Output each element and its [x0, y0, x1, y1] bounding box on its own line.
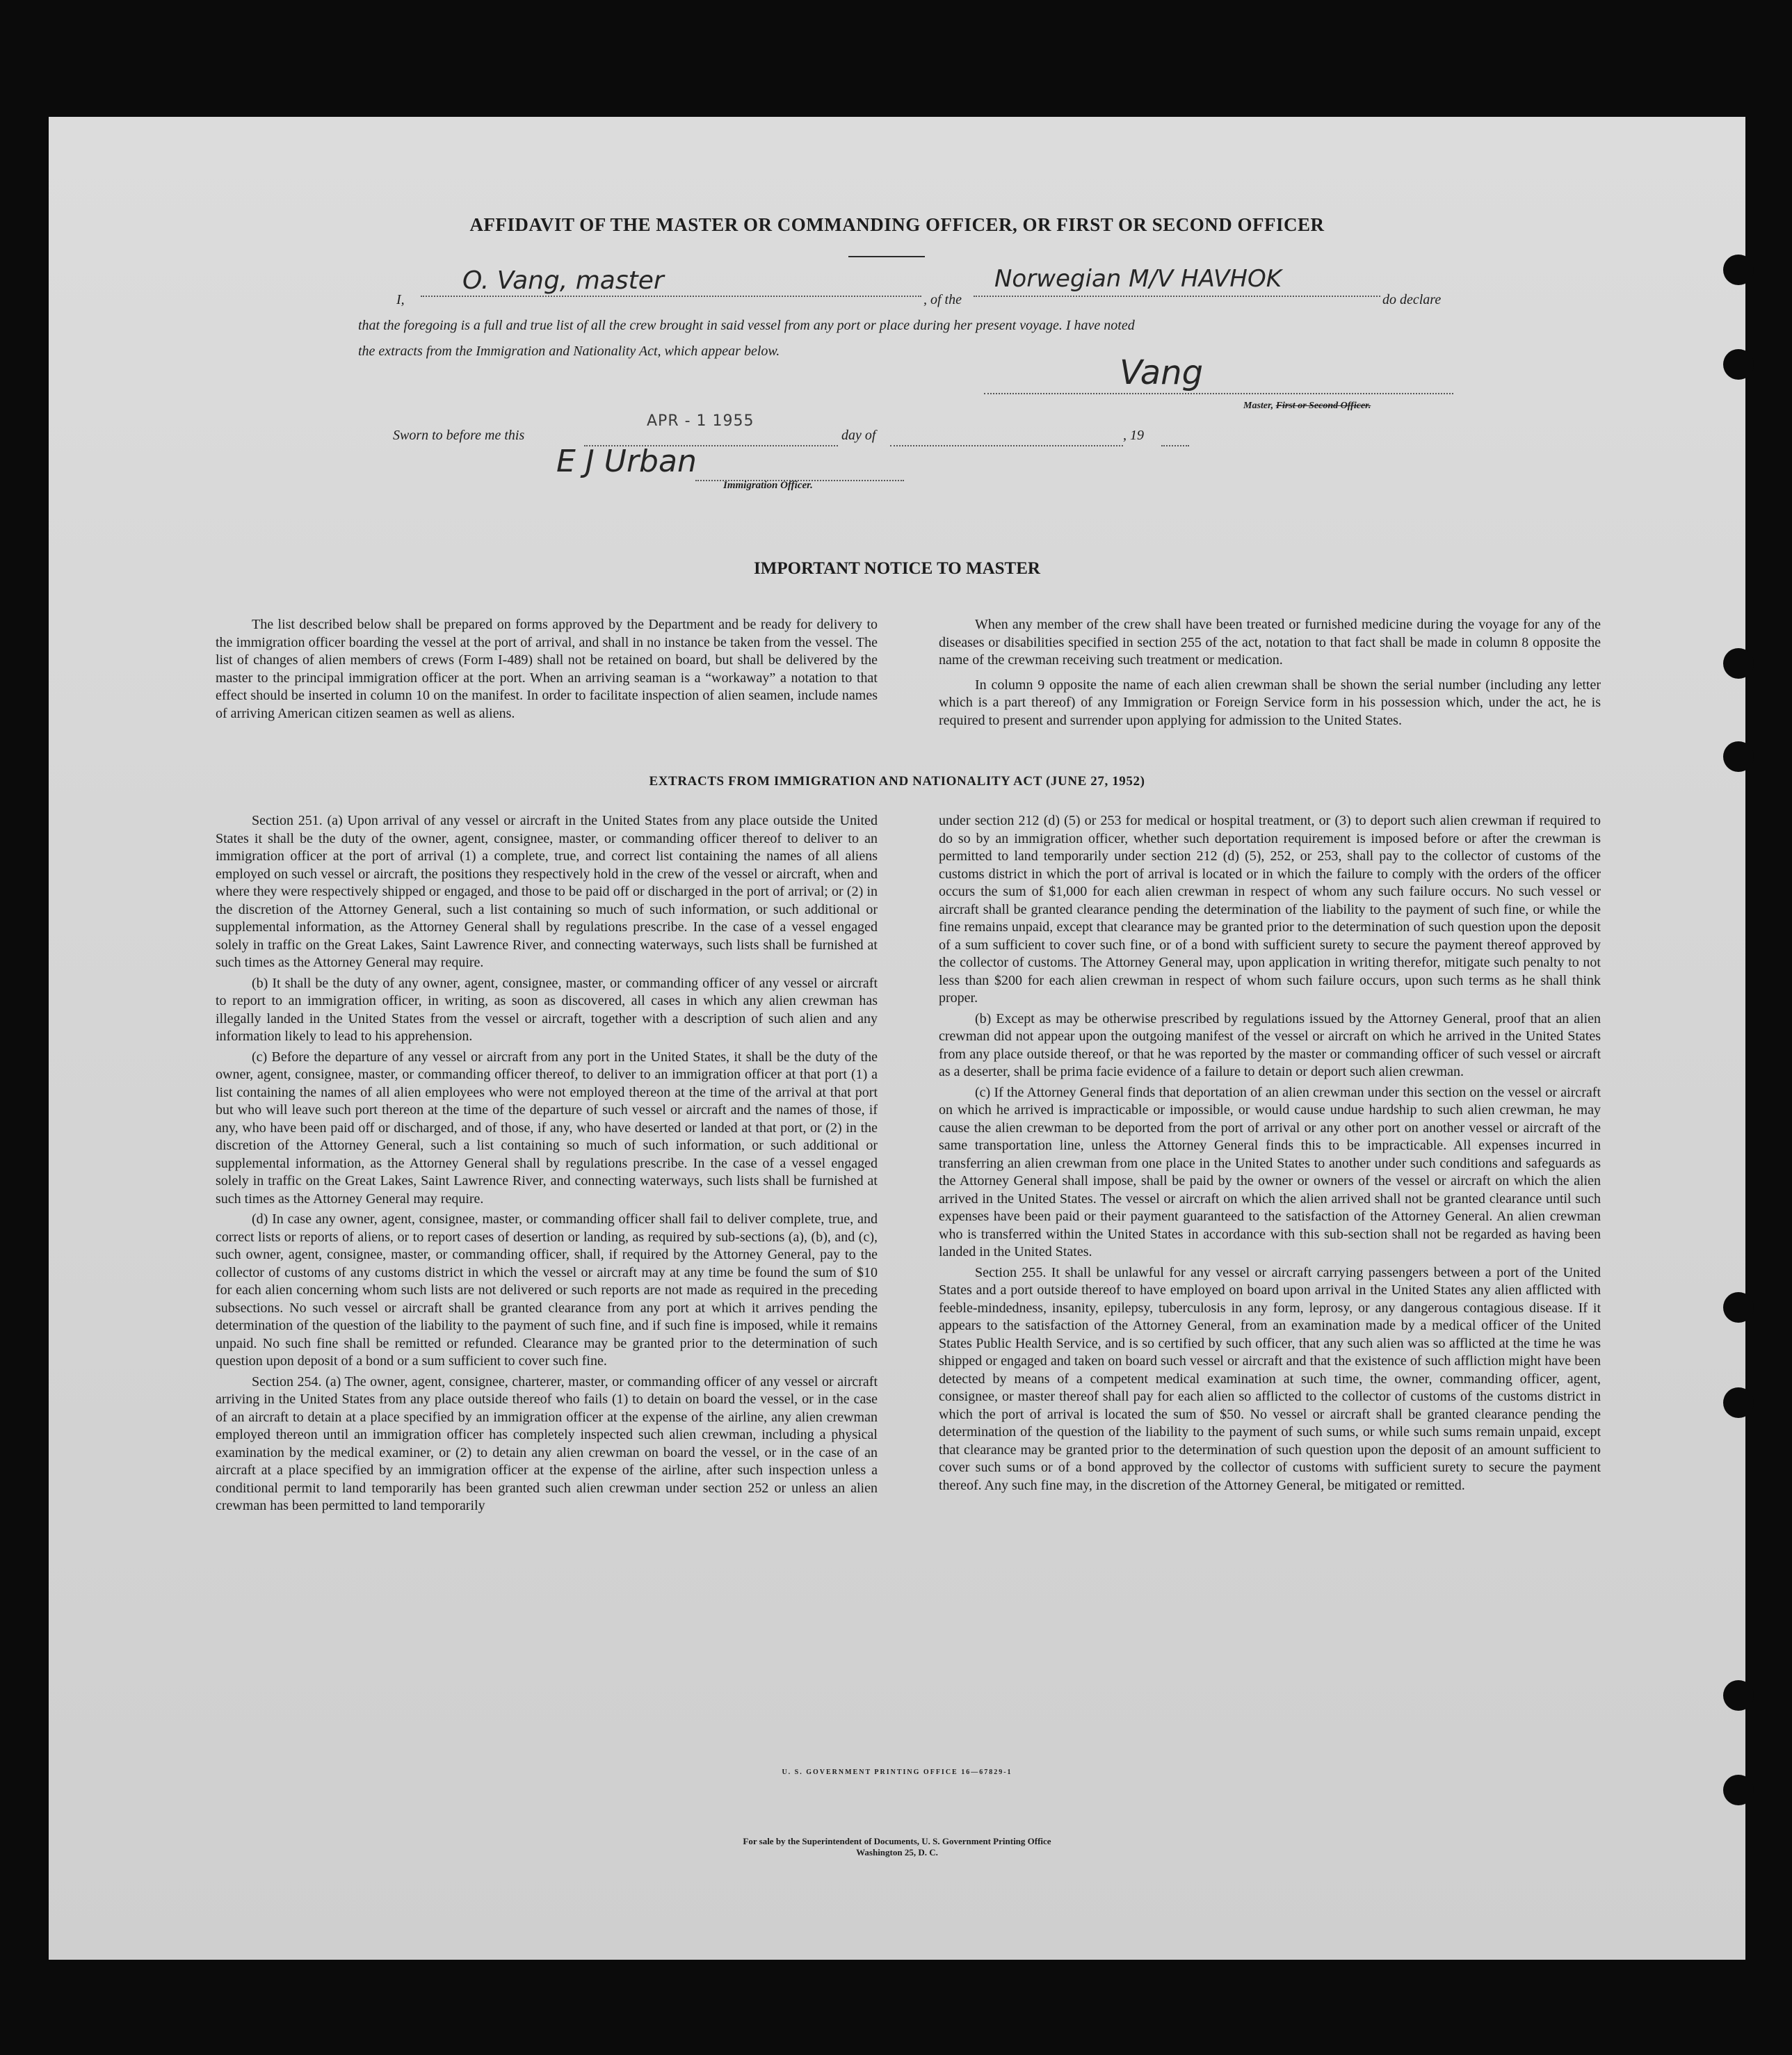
title-rule — [848, 256, 925, 257]
year-line — [1161, 430, 1189, 446]
month-line — [890, 430, 1123, 446]
binder-hole — [1723, 1292, 1754, 1323]
date-stamp: APR - 1 1955 — [647, 412, 754, 430]
extract-paragraph: (b) It shall be the duty of any owner, agent, consignee, master, or commanding officer of any vessel or aircraft to report to an immigration officer, in writing, as soon as discovered, all cases in which any alien crewman has illegally landed in the United States from the vessel or aircraft, together with a description of such alien and any information likely to lead to his apprehension. — [216, 975, 878, 1044]
extract-paragraph: Section 254. (a) The owner, agent, consignee, charterer, master, or commanding officer of any vessel or aircraft arriving in the United States from any place outside thereof who fails (1) to detain on board the vessel, or in the case of an aircraft to detain at a place specified by an immigration officer at the expense of the airline, any alien crewman employed thereon until an immigration officer has completely inspected such alien crewman, including a physical examination by the medical examiner, or (2) to detain any alien crewman on board the vessel, or in the case of an aircraft at a place specified by an immigration officer at the expense of the airline, after such inspection unless a conditional permit to land temporarily has been granted such alien crewman under section 252 or unless an alien crewman has been permitted to land temporarily — [216, 1373, 878, 1513]
extract-paragraph: (c) If the Attorney General finds that deportation of an alien crewman under this section on the vessel or aircraft on which he arrived is impracticable or impossible, or would cause undue hardship to such alien crewman, he may cause the alien crewman to be deported from the port of arrival or any other port on another vessel or aircraft of the same transportation line, unless the Attorney General finds this to be impracticable. All expenses incurred in transferring an alien crewman from one place in the United States to another under such conditions and safeguards as the Attorney General shall impose, shall be paid by the owner or owners of the vessel or aircraft on which the alien arrived in the United States. The vessel or aircraft on which the alien arrived shall not be granted clearance until such expenses have been paid or their payment guaranteed to the satisfaction of the Attorney General. An alien crewman who is transferred within the United States in accordance with this sub-section shall not be regarded as having been landed in the United States. — [939, 1084, 1601, 1259]
affidavit-form-page — [49, 117, 1745, 1960]
extracts-title: EXTRACTS FROM IMMIGRATION AND NATIONALITY ACT (JUNE 27, 1952) — [649, 774, 1145, 789]
extracts-left-column — [216, 812, 878, 1518]
master-label — [1243, 401, 1371, 412]
declare-mid: , of the — [923, 292, 962, 307]
extract-paragraph: Section 255. It shall be unlawful for any vessel or aircraft carrying passengers between a port of the United States and a port outside thereof to have employed on board upon arrival in the United States any alien afflicted with feeble-mindedness, insanity, epilepsy, tuberculosis in any form, leprosy, or any dangerous contagious disease. If it appears to the satisfaction of the Attorney General, from an examination made by a medical officer of the United States Public Health Service, and is so certified by such officer, that any such alien was so afflicted at the time he was shipped or engaged and taken on board such vessel or aircraft and that the existence of such affliction might have been detected by means of a competent medical examination at such time, the owner, commanding officer, agent, consignee, or master thereof shall pay for each alien so afflicted to the collector of customs of the customs district in which the port of arrival is located the sum of $50. No vessel or aircraft shall be granted clearance pending the determination of the question of the liability to the payment of such sums, or while such sums remain unpaid, except that clearance may be granted prior to the determination of such question upon the deposit of an amount sufficient to cover such sums or of a bond approved by the collector of customs with sufficient surety to secure the payment thereof. Any such fine may, in the discretion of the Attorney General, be mitigated or remitted. — [939, 1264, 1601, 1493]
extract-paragraph: (b) Except as may be otherwise prescribed by regulations issued by the Attorney General, proof that an alien crewman did not appear upon the outgoing manifest of the vessel or aircraft on which he arrived in the United States from any place outside thereof, or that he was reported by the master or commanding officer of such vessel or aircraft as a deserter, shall be prima facie evidence of a failure to detain or deport such alien crewman. — [939, 1010, 1601, 1079]
sale-notice — [49, 1836, 1745, 1858]
vessel-name-line — [974, 265, 1380, 297]
binder-hole — [1723, 1387, 1754, 1418]
notice-paragraph: When any member of the crew shall have been treated or furnished medicine during the voyage for any of the diseases or disabilities specified in section 255 of the act, notation to that fact shall be made in column 8 opposite the name of the crewman receiving such treatment or medication. — [939, 617, 1601, 668]
extract-paragraph: (c) Before the departure of any vessel or aircraft from any port in the United States, it shall be the duty of the owner, agent, consignee, master, or commanding officer thereof, to deliver to an immigration officer at that port (1) a list containing the names of all alien employees who were not employed thereon at the time of the arrival at that port but who will leave such port thereon at the time of the departure of such vessel or aircraft and the names of those, if any, who have been paid off or discharged, and of those, if any, who have deserted or landed at that port, or (2) in the discretion of the Attorney General, such a list containing so much of such information, or such additional or supplemental information, as the Attorney General shall by regulations prescribe. In the case of a vessel engaged solely in traffic on the Great Lakes, Saint Lawrence River, and connecting waterways, such lists shall be furnished at such times as the Attorney General may require. — [216, 1049, 878, 1207]
binder-hole — [1723, 1680, 1754, 1711]
declare-line-2: that the foregoing is a full and true list of all the crew brought in said vessel from any port or place during her present voyage. I have noted — [358, 318, 1135, 333]
sale-line-2: Washington 25, D. C. — [856, 1847, 938, 1857]
binder-hole — [1723, 255, 1754, 285]
master-name-line — [421, 266, 921, 297]
affidavit-title: AFFIDAVIT OF THE MASTER OR COMMANDING OFFICER, OR FIRST OR SECOND OFFICER — [469, 214, 1325, 235]
notice-title: IMPORTANT NOTICE TO MASTER — [754, 559, 1040, 578]
sworn-prefix: Sworn to before me this — [393, 428, 525, 443]
extracts-right-column — [939, 812, 1601, 1497]
binder-hole — [1723, 741, 1754, 772]
extract-paragraph: under section 212 (d) (5) or 253 for medical or hospital treatment, or (3) to deport such alien crewman if required to do so by an immigration officer, whether such deportation requirement is imposed before or after the crewman is permitted to land temporarily under section 212 (d) (5), 252, or 253, shall pay to the collector of customs of the customs district in which the port of arrival is located or in which the failure to comply with the orders of the officer occurs the sum of $1,000 for each alien crewman in respect of whom any such failure occurs. No such vessel or aircraft shall be granted clearance pending the determination of the liability to the payment of such fine, or while the fine remains unpaid, except that clearance may be granted prior to the determination of such question upon the deposit of a sum sufficient to cover such fine, or of a bond with sufficient surety to secure the payment thereof approved by the collector of customs. The Attorney General may, upon application in writing therefor, mitigate such penalty to not less than $200 for each alien crewman in respect of whom such failure occurs, upon such terms as he shall think proper. — [939, 813, 1601, 1006]
immigration-officer-label: Immigration Officer. — [723, 480, 813, 491]
declare-suffix: do declare — [1382, 292, 1442, 307]
year-label: , 19 — [1123, 428, 1144, 443]
binder-hole — [1723, 349, 1754, 380]
notice-paragraph: The list described below shall be prepared on forms approved by the Department and be ready for delivery to the immigration officer boarding the vessel at the port of arrival, and shall in no instance be taken from the vessel. The list of changes of alien members of crews (Form I-489) shall not be retained on board, but shall be delivered by the master to the principal immigration officer at the port. When an arriving seaman is a “workaway” a notation to that effect should be inserted in column 10 on the manifest. In order to facilitate inspection of alien seamen, include names of arriving American citizen seamen as well as aliens. — [216, 617, 878, 721]
declare-prefix: I, — [396, 292, 405, 307]
binder-hole — [1723, 648, 1754, 679]
declare-line-3: the extracts from the Immigration and Nationality Act, which appear below. — [358, 344, 780, 359]
master-signature: Vang — [1120, 353, 1204, 392]
signature-line — [984, 392, 1453, 394]
notice-right-column — [939, 616, 1601, 732]
day-of-label: day of — [841, 428, 876, 443]
officer-label-struck: First or Second Officer. — [1275, 401, 1371, 411]
notice-paragraph: In column 9 opposite the name of each alien crewman shall be shown the serial number (including any letter which is a part thereof) of any Immigration or Foreign Service form in his possession which, under the act, he is required to present and surrender upon applying for admission to the United States. — [939, 677, 1601, 728]
vessel-name-handwritten: Norwegian M/V HAVHOK — [994, 265, 1282, 293]
master-name-handwritten: O. Vang, master — [462, 266, 664, 295]
master-label-text: Master, — [1243, 401, 1274, 411]
gpo-imprint: U. S. GOVERNMENT PRINTING OFFICE 16—67829-1 — [782, 1768, 1012, 1776]
immigration-officer-signature: E J Urban — [556, 444, 697, 479]
extract-paragraph: (d) In case any owner, agent, consignee, master, or commanding officer shall fail to deliver complete, true, and correct lists or reports of aliens, or to report cases of desertion or landing, as required by sub-sections (a), (b), and (c), such owner, agent, consignee, master, or commanding officer, shall, if required by the Attorney General, pay to the collector of customs of any customs district in which the vessel or aircraft may at any time be found the sum of $10 for each alien concerning whom such lists are not delivered or such reports are not made as required in the preceding subsections. No such vessel or aircraft shall be granted clearance from any port at which it arrives pending the determination of the question of the liability to the payment of such fine, and if such fine is imposed, while it remains unpaid. No such fine shall be remitted or refunded. Clearance may be granted prior to the determination of such question upon deposit of a bond or a sum sufficient to cover such fine. — [216, 1211, 878, 1369]
binder-hole — [1723, 1775, 1754, 1805]
notice-left-column — [216, 616, 878, 725]
sale-line-1: For sale by the Superintendent of Documents, U. S. Government Printing Office — [743, 1836, 1051, 1846]
extract-paragraph: Section 251. (a) Upon arrival of any vessel or aircraft in the United States from any place outside the United States it shall be the duty of the owner, agent, consignee, master, or commanding officer thereof to deliver to an immigration officer at the port of arrival (1) a complete, true, and correct list containing the names of all aliens employed on such vessel or aircraft, the positions they respectively hold in the crew of the vessel or aircraft, when and where they were respectively shipped or engaged, and those to be paid off or discharged in the port of arrival; or (2) in the discretion of the Attorney General, such a list containing so much of such information, or such additional or supplemental information, as the Attorney General shall by regulations prescribe. In the case of a vessel engaged solely in traffic on the Great Lakes, Saint Lawrence River, and connecting waterways, such lists shall be furnished at such times as the Attorney General may require. — [216, 813, 878, 970]
